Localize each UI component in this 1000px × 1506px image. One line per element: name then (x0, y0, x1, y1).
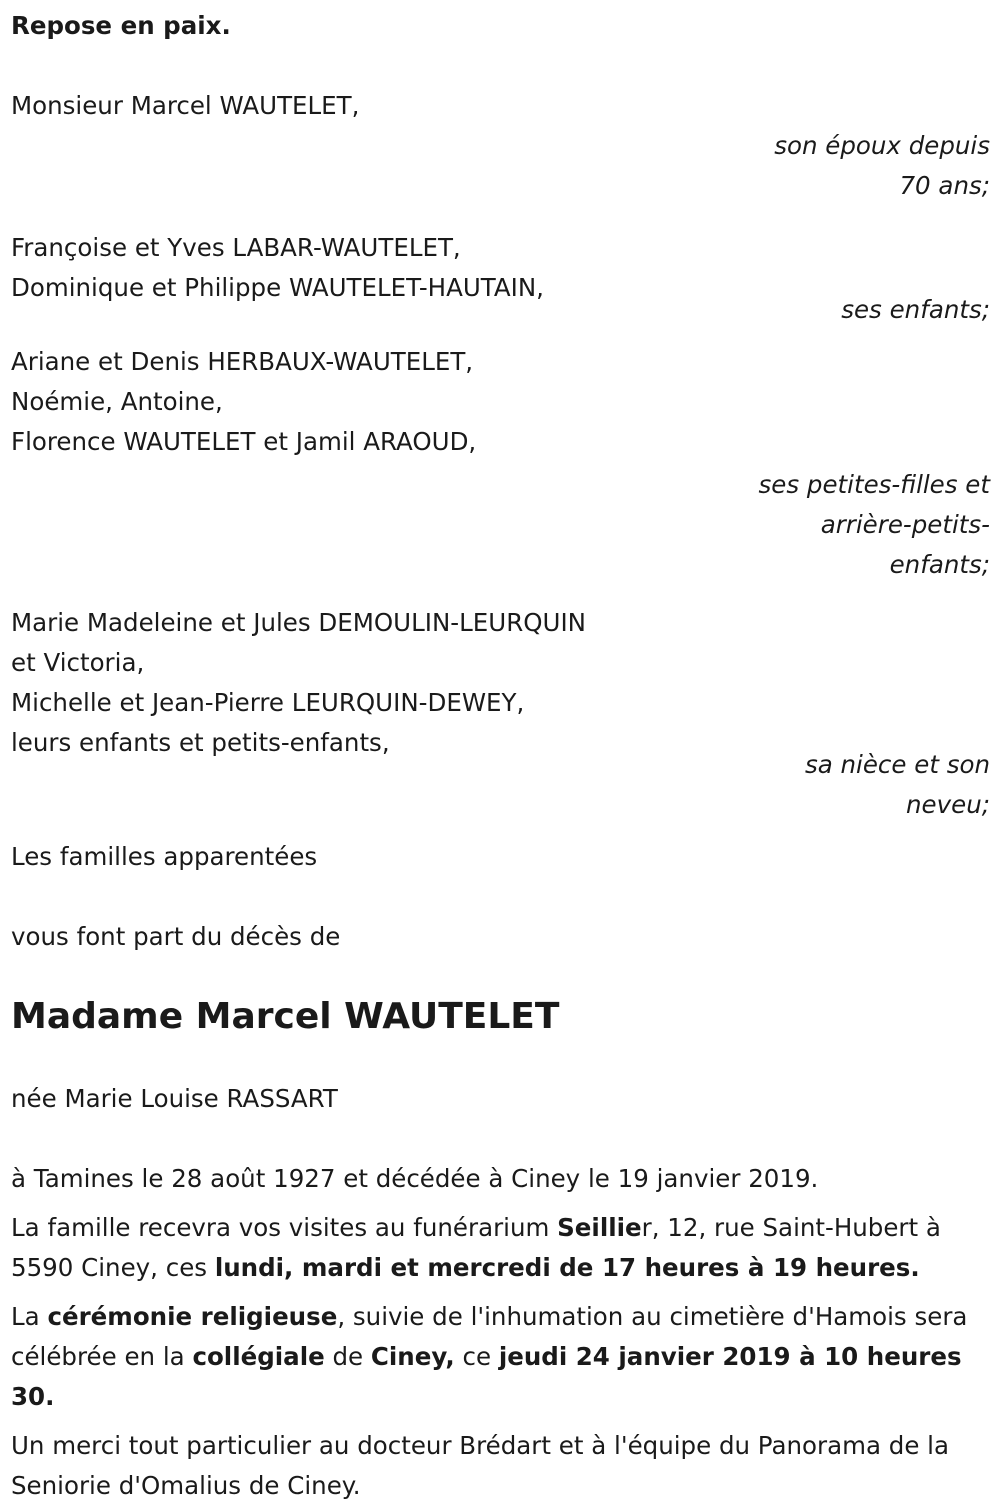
obituary-page (11, 6, 990, 1506)
visitation-info (11, 1208, 990, 1288)
thanks-note: Un merci tout particulier au docteur Brédart et à l'équipe du Panorama de la Seniorie d'Omalius de Ciney. (11, 1431, 949, 1500)
family-name-line: Monsieur Marcel WAUTELET, (11, 91, 360, 120)
family-name-line: Françoise et Yves LABAR-WAUTELET, (11, 233, 461, 262)
family-group-grandchildren (11, 342, 990, 585)
family-name-line: Marie Madeleine et Jules DEMOULIN-LEURQUIN (11, 608, 586, 637)
family-name-line: et Victoria, (11, 648, 145, 677)
family-group-spouse (11, 86, 990, 206)
relation-line: arrière-petits- (820, 510, 990, 539)
birth-death-dates: à Tamines le 28 août 1927 et décédée à Ciney le 19 janvier 2019. (11, 1164, 819, 1193)
family-group-relatives (11, 837, 990, 877)
family-name-line: Florence WAUTELET et Jamil ARAOUD, (11, 427, 477, 456)
maiden-name: née Marie Louise RASSART (11, 1084, 338, 1113)
relation-line: enfants; (889, 550, 990, 579)
ceremony-type: cérémonie religieuse (47, 1302, 338, 1331)
relation-line: ses enfants; (841, 295, 990, 324)
relation-label (11, 465, 990, 585)
relation-line: sa nièce et son (804, 750, 990, 779)
family-name-line: leurs enfants et petits-enfants, (11, 728, 390, 757)
deceased-name: Madame Marcel WAUTELET (11, 996, 560, 1037)
ceremony-town: Ciney, (370, 1342, 455, 1371)
heading: Repose en paix. (11, 11, 231, 40)
relation-label (11, 126, 990, 206)
relation-line: 70 ans; (899, 171, 990, 200)
ceremony-datetime: jeudi 24 janvier 2019 à 10 heures 30. (11, 1342, 962, 1411)
relation-line: neveu; (906, 790, 990, 819)
family-name-line: Les familles apparentées (11, 842, 318, 871)
ceremony-text: La (11, 1302, 48, 1331)
family-group-niece-nephew (11, 603, 990, 825)
visit-text: La famille recevra vos visites au funérarium (11, 1213, 558, 1242)
ceremony-text: , suivie de l'inhumation au cimetière d'Hamois sera célébrée en la (11, 1302, 968, 1371)
relation-line: son époux depuis (774, 131, 990, 160)
family-name-line: Noémie, Antoine, (11, 387, 223, 416)
family-name-line: Michelle et Jean-Pierre LEURQUIN-DEWEY, (11, 688, 525, 717)
family-name-line: Dominique et Philippe WAUTELET-HAUTAIN, (11, 273, 544, 302)
relation-line: ses petites-filles et (758, 470, 990, 499)
ceremony-text: de (324, 1342, 371, 1371)
ceremony-venue: collégiale (192, 1342, 325, 1371)
ceremony-info (11, 1297, 990, 1417)
visit-address: r, 12, rue Saint-Hubert à 5590 Ciney, ces (11, 1213, 941, 1282)
funeral-home-name: Seillie (557, 1213, 642, 1242)
announcement-intro: vous font part du décès de (11, 922, 341, 951)
ceremony-text: ce (454, 1342, 499, 1371)
family-group-children (11, 228, 990, 330)
visit-hours: lundi, mardi et mercredi de 17 heures à 19 heures. (214, 1253, 920, 1282)
family-name-line: Ariane et Denis HERBAUX-WAUTELET, (11, 347, 474, 376)
